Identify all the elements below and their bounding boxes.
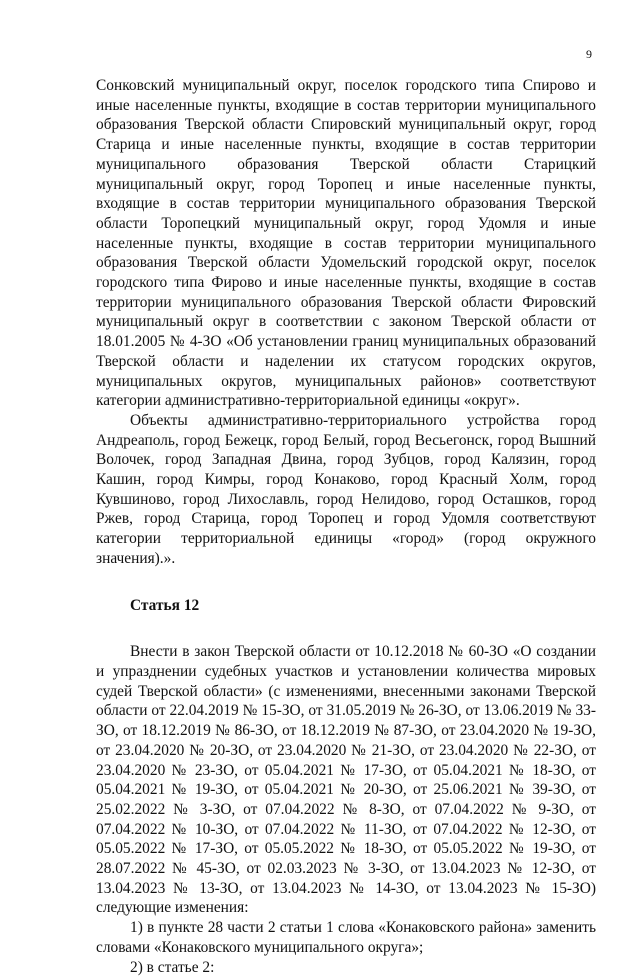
paragraph-law-amendment: Внести в закон Тверской области от 10.12.2018 № 60-ЗО «О создании и упразднении судебных участков и установлении количества мировых судей Тверской области» (с изменениями, внесенными законами Тверской области от 22.04.2019 № 15-ЗО, от 31.05.2019 № 26-ЗО, от 13.06.2019 № 33-ЗО, от 18.12.2019 № 86-ЗО, от 18.12.2019 № 87-ЗО, от 23.04.2020 № 19-ЗО, от 23.04.2020 № 20-ЗО, от 23.04.2020 № 21-ЗО, от 23.04.2020 № 22-ЗО, от 23.04.2020 № 23-ЗО, от 05.04.2021 № 17-ЗО, от 05.04.2021 № 18-ЗО, от 05.04.2021 № 19-ЗО, от 05.04.2021 № 20-ЗО, от 25.06.2021 № 39-ЗО, от 25.02.2022 № 3-ЗО, от 07.04.2022 № 8-ЗО, от 07.04.2022 № 9-ЗО, от 07.04.2022 № 10-ЗО, от 07.04.2022 № 11-ЗО, от 07.04.2022 № 12-ЗО, от 05.05.2022 № 17-ЗО, от 05.05.2022 № 18-ЗО, от 05.05.2022 № 19-ЗО, от 28.07.2022 № 45-ЗО, от 02.03.2023 № 3-ЗО, от 13.04.2023 № 12-ЗО, от 13.04.2023 № 13-ЗО, от 13.04.2023 № 14-ЗО, от 13.04.2023 № 15-ЗО) следующие изменения:	[96, 643, 596, 917]
document-body	[96, 76, 596, 977]
paragraph-okrug-list: Сонковский муниципальный округ, поселок городского типа Спирово и иные населенные пункты, входящие в состав территории муниципального образования Тверской области Спировский муниципальный округ, город Старица и иные населенные пункты, входящие в состав территории муниципального образования Тверской области Старицкий муниципальный округ, город Торопец и иные населенные пункты, входящие в состав территории муниципального образования Тверской области Торопецкий муниципальный округ, город Удомля и иные населенные пункты, входящие в состав территории муниципального образования Тверской области Удомельский городской округ, поселок городского типа Фирово и иные населенные пункты, входящие в состав территории муниципального образования Тверской области Фировский муниципальный округ в соответствии с законом Тверской области от 18.01.2005 № 4-ЗО «Об установлении границ муниципальных образований Тверской области и наделении их статусом городских округов, муниципальных округов, муниципальных районов» соответствуют категории административно-территориальной единицы «округ».	[96, 77, 596, 410]
article-heading: Статья 12	[130, 596, 200, 614]
paragraph-city-list: Объекты административно-территориального устройства город Андреаполь, город Бежецк, город Белый, город Весьегонск, город Вышний Волочек, город Западная Двина, город Зубцов, город Калязин, город Кашин, город Кимры, город Конаково, город Красный Холм, город Кувшиново, город Лихославль, город Нелидово, город Осташков, город Ржев, город Старица, город Торопец и город Удомля соответствуют категории территориальной единицы «город» (город окружного значения).».	[96, 411, 596, 567]
paragraph-item-1: 1) в пункте 28 части 2 статьи 1 слова «Конаковского района» заменить словами «Конаковского муниципального округа»;	[96, 919, 596, 956]
paragraph-item-2: 2) в статье 2:	[130, 958, 215, 976]
page-number: 9	[586, 47, 592, 61]
